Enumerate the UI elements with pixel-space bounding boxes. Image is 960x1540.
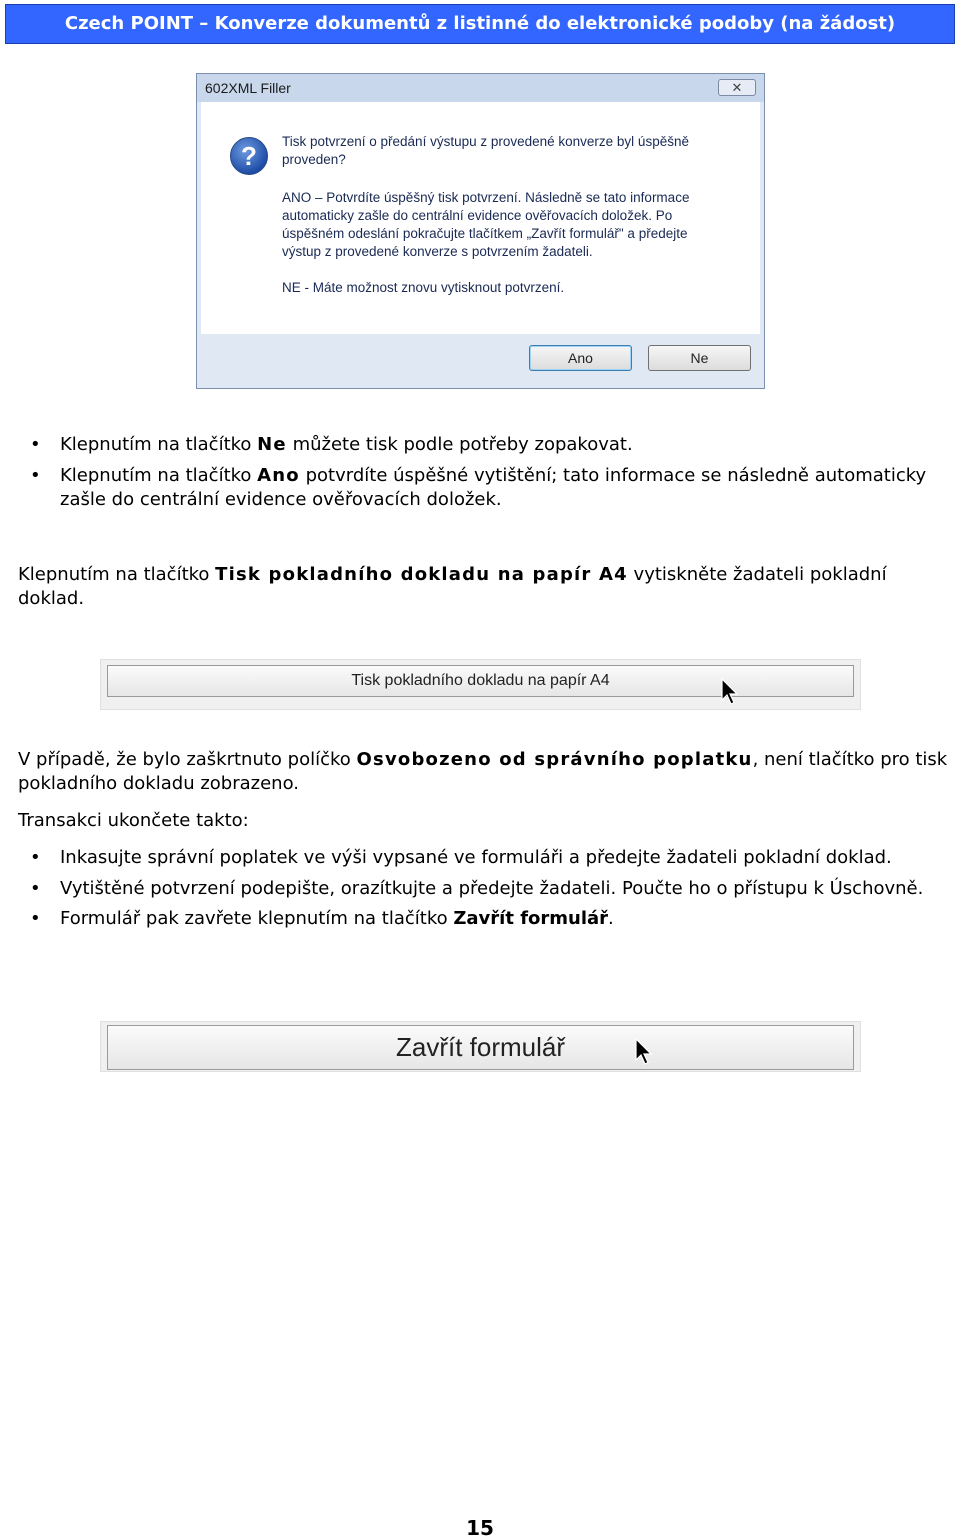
bullet-list-finish <box>0 846 940 938</box>
page-number: 15 <box>466 1516 494 1540</box>
question-icon: ? <box>230 137 268 175</box>
list-item <box>0 846 940 871</box>
dialog-title: 602XML Filler <box>205 80 291 96</box>
dialog-message-yes: ANO – Potvrdíte úspěšný tisk potvrzení. Následně se tato informace automaticky zašle do centrální evidence ověřovacích doložek. Po úspěšném odeslání pokračujte tlačítkem „Zavřít formulář" a předejte výstup z provedené konverze s potvrzením žadateli. <box>282 190 690 259</box>
page-header: Czech POINT – Konverze dokumentů z listinné do elektronické podoby (na žádost) <box>5 4 955 44</box>
cursor-arrow-icon <box>635 1038 653 1066</box>
no-button[interactable]: Ne <box>648 345 751 371</box>
paragraph-text: Klepnutím na tlačítko <box>18 564 216 585</box>
list-item <box>0 433 940 458</box>
dialog-titlebar <box>197 74 764 102</box>
dialog-body <box>201 102 760 334</box>
list-item-text: Klepnutím na tlačítko <box>60 434 258 455</box>
list-item-text: můžete tisk podle potřeby zopakovat. <box>286 434 633 455</box>
paragraph-bold: Tisk pokladního dokladu na papír A4 <box>215 564 628 585</box>
list-item-bold: Zavřít formulář <box>453 908 609 929</box>
list-item-text: . <box>608 908 614 929</box>
paragraph-text: , není tlačítko pro tisk pokladního dokladu zobrazeno. <box>18 749 948 794</box>
paragraph-exempt-note <box>18 748 948 796</box>
list-item-bold: Ano <box>257 464 300 486</box>
cursor-arrow-icon <box>721 678 739 706</box>
paragraph-bold: Osvobozeno od správního poplatku <box>356 749 753 770</box>
list-item-text: Vytištěné potvrzení podepište, orazítkujte a předejte žadateli. Poučte ho o přístupu k Úschovně. <box>60 877 924 899</box>
list-item <box>0 464 940 513</box>
dialog-message-no: NE - Máte možnost znovu vytisknout potvrzení. <box>282 280 565 295</box>
list-item-text: Klepnutím na tlačítko <box>60 464 258 486</box>
paragraph-print-receipt <box>18 563 948 611</box>
list-item-text: Formulář pak zavřete klepnutím na tlačítko <box>60 908 454 929</box>
paragraph-text: vytiskněte žadateli pokladní doklad. <box>18 564 887 609</box>
list-item <box>0 907 940 932</box>
print-receipt-button[interactable]: Tisk pokladního dokladu na papír A4 <box>107 665 854 697</box>
dialog-screenshot <box>196 73 765 389</box>
list-item-text: Inkasujte správní poplatek ve výši vypsané ve formuláři a předejte žadateli pokladní doklad. <box>60 847 892 868</box>
list-item-text: potvrdíte úspěšné vytištění; tato informace se následně automaticky zašle do centrální evidence ověřovacích doložek. <box>60 464 927 510</box>
list-item-bold: Ne <box>257 434 287 455</box>
dialog-message-question: Tisk potvrzení o předání výstupu z provedené konverze byl úspěšně proveden? <box>282 134 689 167</box>
close-form-button[interactable]: Zavřít formulář <box>107 1025 854 1070</box>
paragraph-text: V případě, že bylo zaškrtnuto políčko <box>18 749 357 770</box>
close-icon[interactable]: ✕ <box>718 79 756 96</box>
bullet-list-buttons <box>0 433 940 519</box>
print-button-screenshot <box>100 659 861 710</box>
yes-button[interactable]: Ano <box>529 345 632 371</box>
paragraph-finish-heading: Transakci ukončete takto: <box>18 810 249 831</box>
list-item <box>0 877 940 902</box>
close-form-button-screenshot <box>100 1021 861 1072</box>
